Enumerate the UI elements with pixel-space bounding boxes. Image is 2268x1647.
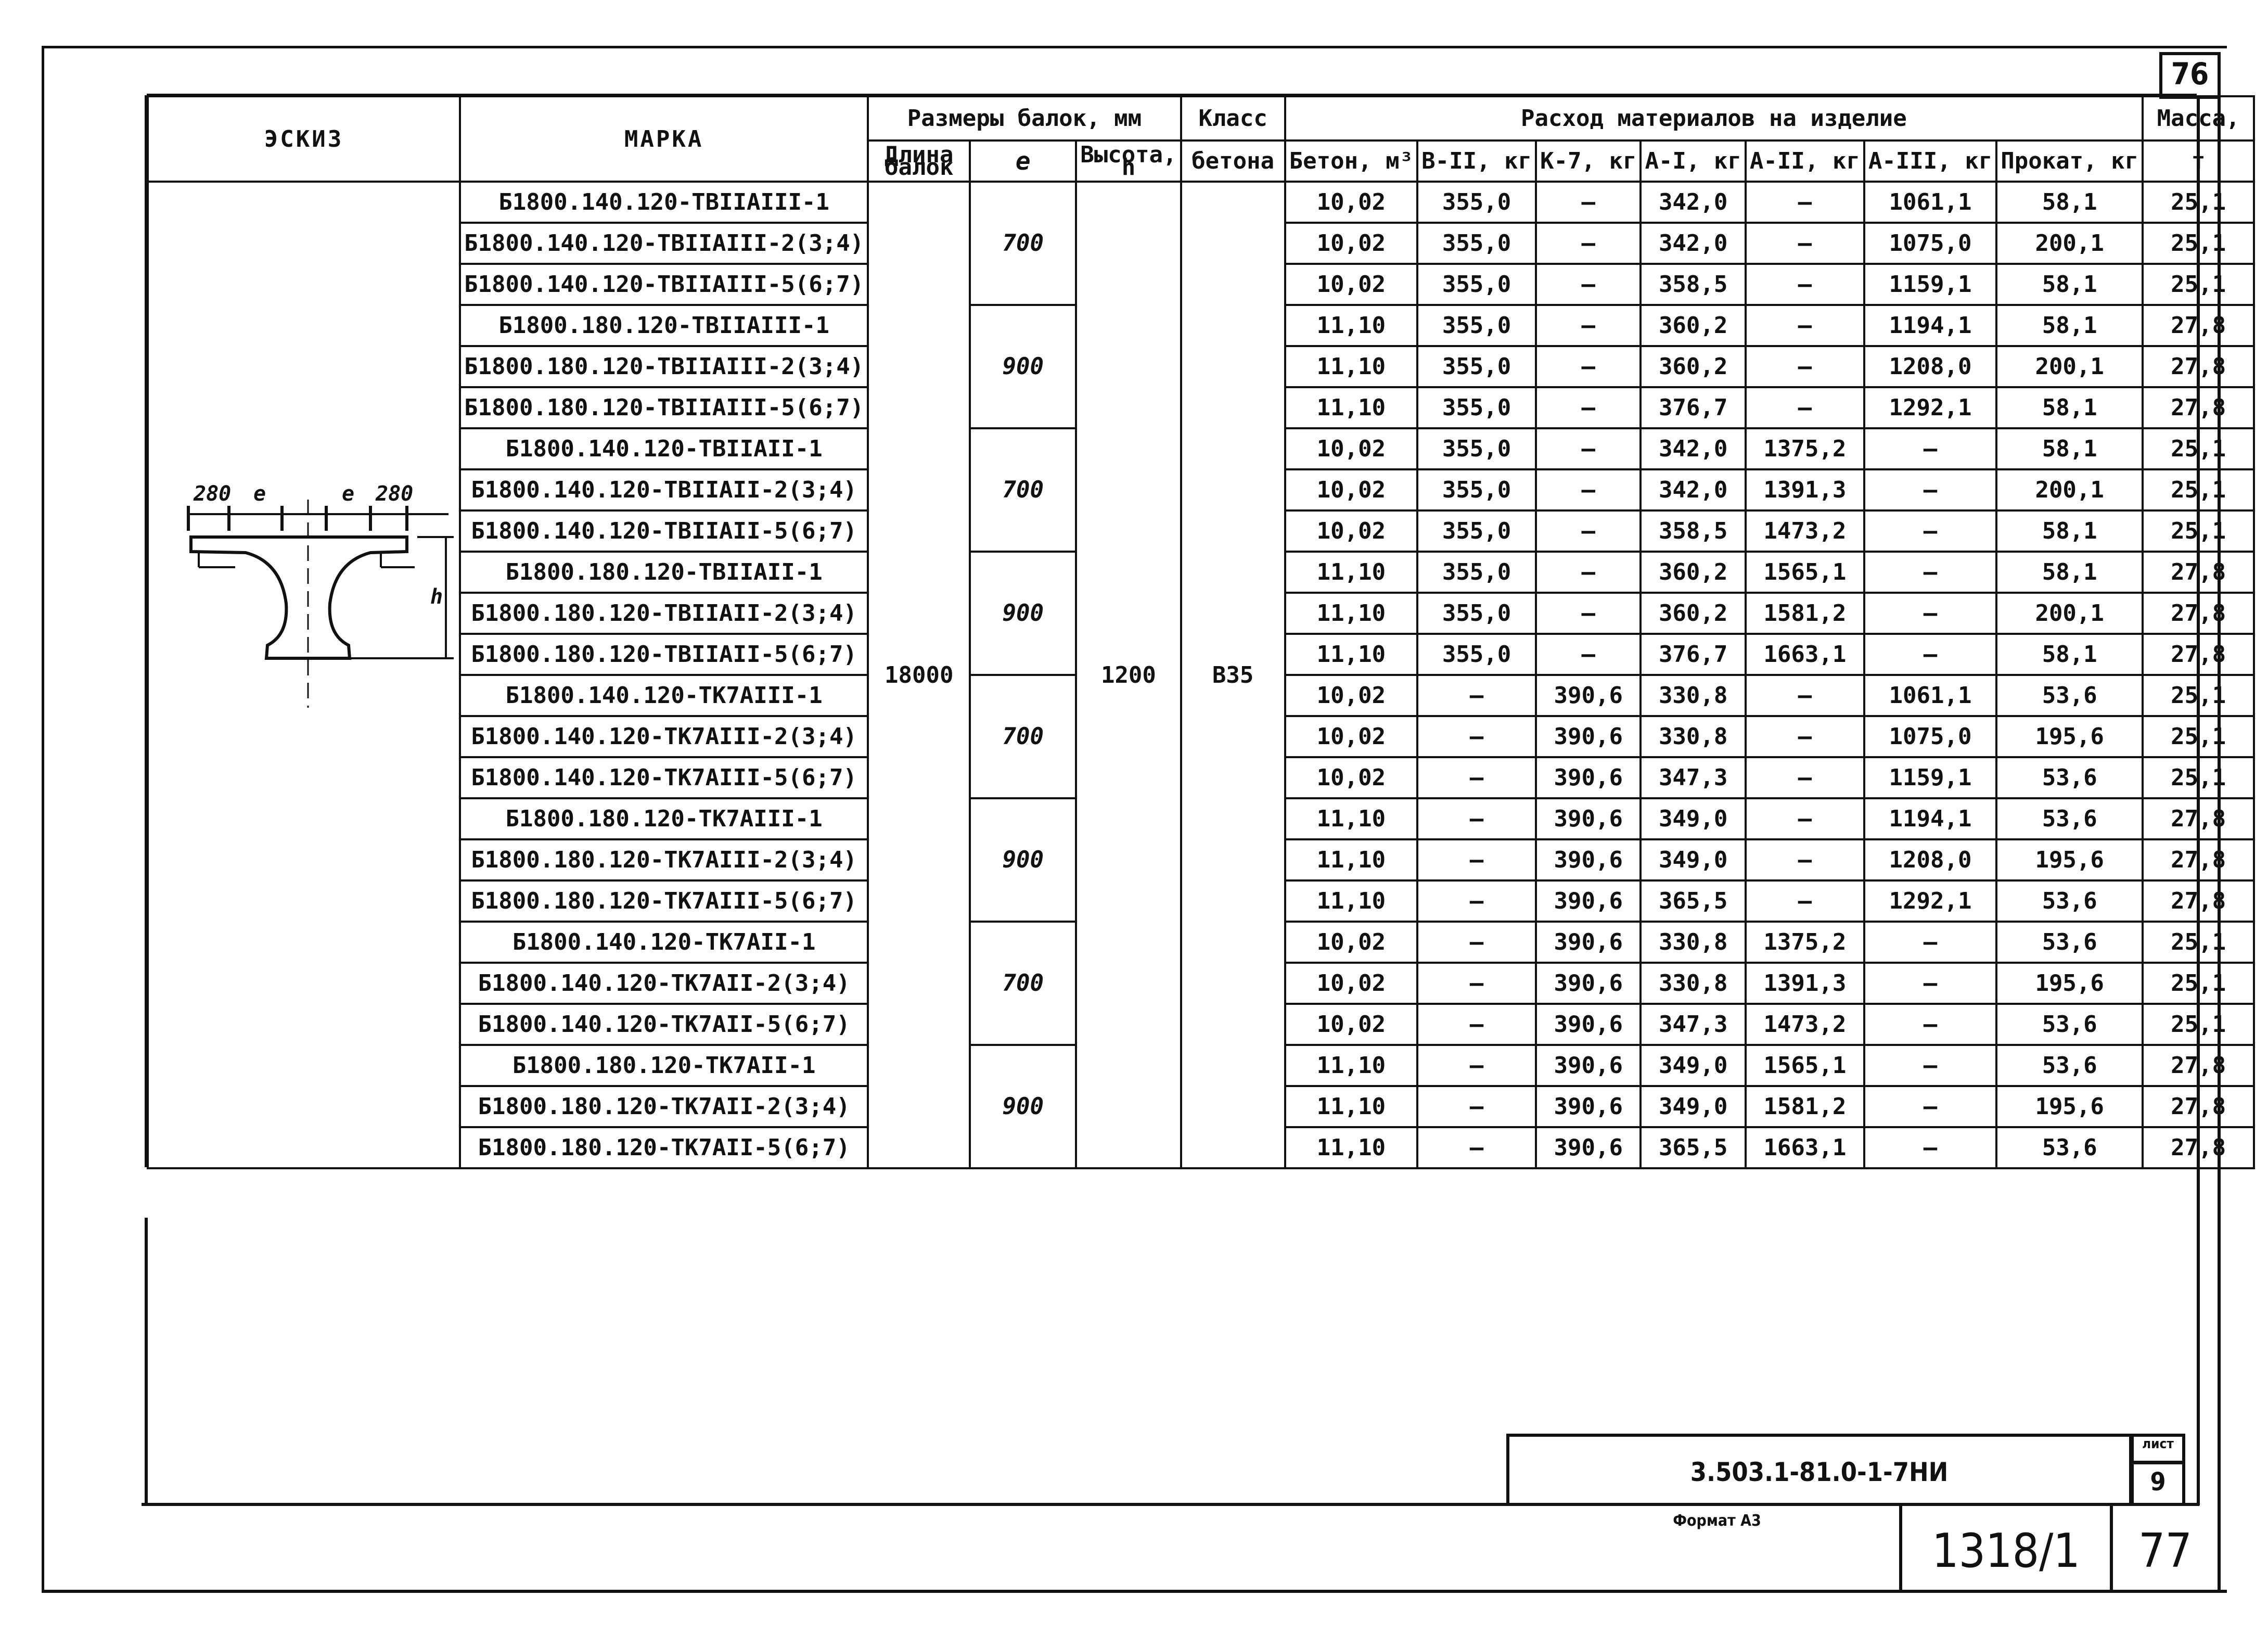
a3-cell: 1061,1: [1864, 182, 1996, 223]
rolled-cell: 58,1: [1996, 182, 2143, 223]
concrete-cell: 11,10: [1285, 634, 1417, 675]
a1-cell: 342,0: [1641, 182, 1745, 223]
k7-cell: 390,6: [1536, 675, 1641, 716]
a2-cell: 1375,2: [1746, 922, 1864, 963]
k7-cell: —: [1536, 510, 1641, 552]
a3-cell: 1159,1: [1864, 264, 1996, 305]
mark-cell: Б1800.180.120-ТВIIАIII-1: [460, 305, 868, 346]
mark-cell: Б1800.140.120-ТК7АII-1: [460, 922, 868, 963]
a3-cell: —: [1864, 1086, 1996, 1127]
mass-cell: 27,8: [2143, 593, 2254, 634]
a2-cell: —: [1746, 305, 1864, 346]
k7-cell: —: [1536, 593, 1641, 634]
page-number: 77: [2138, 1524, 2192, 1578]
header-mass-unit: т: [2143, 141, 2254, 182]
b2-cell: —: [1417, 880, 1536, 922]
a3-cell: —: [1864, 510, 1996, 552]
rolled-cell: 58,1: [1996, 428, 2143, 469]
k7-cell: 390,6: [1536, 1004, 1641, 1045]
k7-cell: —: [1536, 552, 1641, 593]
mark-cell: Б1800.180.120-ТВIIАII-5(6;7): [460, 634, 868, 675]
k7-cell: 390,6: [1536, 757, 1641, 798]
mass-cell: 27,8: [2143, 552, 2254, 593]
b2-cell: 355,0: [1417, 469, 1536, 510]
a3-cell: 1208,0: [1864, 839, 1996, 880]
format-label: Формат А3: [1673, 1512, 1761, 1530]
a1-cell: 330,8: [1641, 716, 1745, 757]
list-label: лист: [2142, 1436, 2174, 1452]
e-value-cell: 900: [970, 1045, 1076, 1168]
k7-cell: —: [1536, 387, 1641, 428]
a3-cell: —: [1864, 1045, 1996, 1086]
frame-left-line: [42, 46, 44, 1591]
k7-cell: —: [1536, 346, 1641, 387]
mark-cell: Б1800.180.120-ТК7АII-5(6;7): [460, 1127, 868, 1168]
rolled-cell: 58,1: [1996, 305, 2143, 346]
b2-cell: —: [1417, 839, 1536, 880]
mass-cell: 27,8: [2143, 346, 2254, 387]
b2-cell: 355,0: [1417, 305, 1536, 346]
mark-cell: Б1800.180.120-ТК7АII-1: [460, 1045, 868, 1086]
header-mass: Масса,: [2143, 96, 2254, 141]
mass-cell: 27,8: [2143, 880, 2254, 922]
b2-cell: —: [1417, 798, 1536, 839]
beam-cross-section-icon: [152, 187, 460, 1163]
rolled-cell: 58,1: [1996, 552, 2143, 593]
k7-cell: 390,6: [1536, 1127, 1641, 1168]
concrete-cell: 11,10: [1285, 839, 1417, 880]
mass-cell: 25,1: [2143, 428, 2254, 469]
e-value-cell: 700: [970, 922, 1076, 1045]
mark-cell: Б1800.140.120-ТВIIАII-2(3;4): [460, 469, 868, 510]
header-a3: А-III, кг: [1864, 141, 1996, 182]
b2-cell: —: [1417, 1004, 1536, 1045]
mass-cell: 25,1: [2143, 757, 2254, 798]
concrete-cell: 10,02: [1285, 223, 1417, 264]
concrete-cell: 11,10: [1285, 305, 1417, 346]
k7-cell: —: [1536, 182, 1641, 223]
rolled-cell: 200,1: [1996, 469, 2143, 510]
header-k7: К-7, кг: [1536, 141, 1641, 182]
a2-cell: 1391,3: [1746, 963, 1864, 1004]
a2-cell: 1565,1: [1746, 552, 1864, 593]
mass-cell: 25,1: [2143, 182, 2254, 223]
a1-cell: 360,2: [1641, 552, 1745, 593]
k7-cell: 390,6: [1536, 963, 1641, 1004]
beam-sketch-area: [152, 187, 456, 1163]
a1-cell: 330,8: [1641, 675, 1745, 716]
rolled-cell: 53,6: [1996, 922, 2143, 963]
header-class-2: бетона: [1181, 141, 1285, 182]
mark-cell: Б1800.140.120-ТВIIАIII-2(3;4): [460, 223, 868, 264]
k7-cell: —: [1536, 305, 1641, 346]
b2-cell: 355,0: [1417, 634, 1536, 675]
concrete-cell: 10,02: [1285, 264, 1417, 305]
mass-cell: 25,1: [2143, 223, 2254, 264]
mass-cell: 27,8: [2143, 1045, 2254, 1086]
b2-cell: —: [1417, 1127, 1536, 1168]
k7-cell: 390,6: [1536, 880, 1641, 922]
header-b2: В-II, кг: [1417, 141, 1536, 182]
rolled-cell: 195,6: [1996, 963, 2143, 1004]
a1-cell: 365,5: [1641, 1127, 1745, 1168]
rolled-cell: 53,6: [1996, 675, 2143, 716]
a2-cell: —: [1746, 798, 1864, 839]
a3-cell: 1194,1: [1864, 305, 1996, 346]
concrete-cell: 11,10: [1285, 798, 1417, 839]
header-dimensions: Размеры балок, мм: [868, 96, 1181, 141]
rolled-cell: 195,6: [1996, 716, 2143, 757]
a1-cell: 342,0: [1641, 428, 1745, 469]
b2-cell: —: [1417, 1045, 1536, 1086]
mass-cell: 25,1: [2143, 963, 2254, 1004]
a2-cell: 1581,2: [1746, 1086, 1864, 1127]
a2-cell: —: [1746, 346, 1864, 387]
a3-cell: 1292,1: [1864, 880, 1996, 922]
a1-cell: 376,7: [1641, 387, 1745, 428]
mass-cell: 25,1: [2143, 510, 2254, 552]
a3-cell: 1194,1: [1864, 798, 1996, 839]
a1-cell: 330,8: [1641, 922, 1745, 963]
concrete-cell: 11,10: [1285, 1086, 1417, 1127]
concrete-cell: 10,02: [1285, 428, 1417, 469]
rolled-cell: 53,6: [1996, 798, 2143, 839]
a3-cell: 1061,1: [1864, 675, 1996, 716]
mark-cell: Б1800.140.120-ТК7АII-5(6;7): [460, 1004, 868, 1045]
a2-cell: 1581,2: [1746, 593, 1864, 634]
a2-cell: —: [1746, 264, 1864, 305]
beam-length-cell: 18000: [868, 182, 970, 1168]
header-concrete: Бетон, м³: [1285, 141, 1417, 182]
inventory-number: 1318/1: [1932, 1524, 2080, 1578]
b2-cell: 355,0: [1417, 552, 1536, 593]
header-consumption: Расход материалов на изделие: [1285, 96, 2143, 141]
k7-cell: 390,6: [1536, 1045, 1641, 1086]
a2-cell: —: [1746, 839, 1864, 880]
mark-cell: Б1800.180.120-ТК7АII-2(3;4): [460, 1086, 868, 1127]
dim-left-label: 280: [194, 482, 232, 506]
dim-right-label: 280: [376, 482, 414, 506]
a1-cell: 360,2: [1641, 593, 1745, 634]
a3-cell: 1075,0: [1864, 716, 1996, 757]
e-value-cell: 700: [970, 182, 1076, 305]
a2-cell: 1473,2: [1746, 1004, 1864, 1045]
inner-frame-left-lower: [145, 1218, 148, 1504]
rolled-cell: 58,1: [1996, 510, 2143, 552]
concrete-cell: 10,02: [1285, 182, 1417, 223]
a1-cell: 349,0: [1641, 839, 1745, 880]
a3-cell: —: [1864, 552, 1996, 593]
a1-cell: 358,5: [1641, 264, 1745, 305]
concrete-cell: 11,10: [1285, 593, 1417, 634]
concrete-cell: 11,10: [1285, 346, 1417, 387]
a3-cell: 1075,0: [1864, 223, 1996, 264]
a3-cell: 1208,0: [1864, 346, 1996, 387]
b2-cell: 355,0: [1417, 182, 1536, 223]
a1-cell: 349,0: [1641, 1086, 1745, 1127]
a1-cell: 347,3: [1641, 1004, 1745, 1045]
a3-cell: —: [1864, 634, 1996, 675]
b2-cell: 355,0: [1417, 510, 1536, 552]
mark-cell: Б1800.180.120-ТВIIАIII-5(6;7): [460, 387, 868, 428]
header-e: e: [970, 141, 1076, 182]
a3-cell: 1292,1: [1864, 387, 1996, 428]
concrete-cell: 10,02: [1285, 716, 1417, 757]
a2-cell: —: [1746, 387, 1864, 428]
a1-cell: 360,2: [1641, 346, 1745, 387]
a1-cell: 358,5: [1641, 510, 1745, 552]
rolled-cell: 53,6: [1996, 757, 2143, 798]
k7-cell: —: [1536, 634, 1641, 675]
b2-cell: 355,0: [1417, 428, 1536, 469]
a3-cell: —: [1864, 593, 1996, 634]
k7-cell: —: [1536, 469, 1641, 510]
header-class: Класс: [1181, 96, 1285, 141]
a2-cell: 1663,1: [1746, 634, 1864, 675]
a1-cell: 342,0: [1641, 223, 1745, 264]
mark-cell: Б1800.140.120-ТК7АII-2(3;4): [460, 963, 868, 1004]
dim-e1-label: e: [253, 482, 266, 506]
mark-cell: Б1800.140.120-ТВIIАII-1: [460, 428, 868, 469]
e-value-cell: 900: [970, 305, 1076, 428]
concrete-cell: 10,02: [1285, 922, 1417, 963]
mass-cell: 27,8: [2143, 798, 2254, 839]
mark-cell: Б1800.180.120-ТВIIАIII-2(3;4): [460, 346, 868, 387]
rolled-cell: 53,6: [1996, 880, 2143, 922]
k7-cell: 390,6: [1536, 922, 1641, 963]
a2-cell: —: [1746, 223, 1864, 264]
mark-cell: Б1800.180.120-ТК7АIII-1: [460, 798, 868, 839]
header-a1: А-I, кг: [1641, 141, 1745, 182]
beam-height-cell: 1200: [1076, 182, 1181, 1168]
a1-cell: 330,8: [1641, 963, 1745, 1004]
rolled-cell: 53,6: [1996, 1045, 2143, 1086]
e-value-cell: 700: [970, 428, 1076, 552]
rolled-cell: 195,6: [1996, 839, 2143, 880]
concrete-cell: 11,10: [1285, 552, 1417, 593]
rolled-cell: 58,1: [1996, 264, 2143, 305]
b2-cell: —: [1417, 922, 1536, 963]
e-value-cell: 700: [970, 675, 1076, 798]
k7-cell: 390,6: [1536, 716, 1641, 757]
k7-cell: 390,6: [1536, 839, 1641, 880]
mass-cell: 27,8: [2143, 839, 2254, 880]
mass-cell: 25,1: [2143, 675, 2254, 716]
a3-cell: 1159,1: [1864, 757, 1996, 798]
concrete-class-cell: В35: [1181, 182, 1285, 1168]
list-number: 9: [2150, 1467, 2166, 1497]
a2-cell: —: [1746, 880, 1864, 922]
dim-h-label: h: [430, 585, 443, 609]
mark-cell: Б1800.140.120-ТК7АIII-5(6;7): [460, 757, 868, 798]
header-marka: МАРКА: [460, 96, 868, 182]
a3-cell: —: [1864, 922, 1996, 963]
k7-cell: —: [1536, 264, 1641, 305]
a1-cell: 365,5: [1641, 880, 1745, 922]
mark-cell: Б1800.180.120-ТК7АIII-5(6;7): [460, 880, 868, 922]
mark-cell: Б1800.140.120-ТВIIАIII-1: [460, 182, 868, 223]
frame-top-line: [42, 46, 2227, 48]
beam-sketch-cell: [148, 182, 460, 1168]
rolled-cell: 200,1: [1996, 593, 2143, 634]
a3-cell: —: [1864, 428, 1996, 469]
b2-cell: —: [1417, 757, 1536, 798]
rolled-cell: 200,1: [1996, 223, 2143, 264]
a1-cell: 347,3: [1641, 757, 1745, 798]
k7-cell: —: [1536, 223, 1641, 264]
a3-cell: —: [1864, 963, 1996, 1004]
a2-cell: 1565,1: [1746, 1045, 1864, 1086]
b2-cell: —: [1417, 716, 1536, 757]
mass-cell: 27,8: [2143, 1127, 2254, 1168]
a1-cell: 376,7: [1641, 634, 1745, 675]
a2-cell: 1375,2: [1746, 428, 1864, 469]
concrete-cell: 11,10: [1285, 880, 1417, 922]
rolled-cell: 58,1: [1996, 387, 2143, 428]
concrete-cell: 11,10: [1285, 387, 1417, 428]
concrete-cell: 11,10: [1285, 1045, 1417, 1086]
mark-cell: Б1800.140.120-ТК7АIII-1: [460, 675, 868, 716]
mass-cell: 25,1: [2143, 264, 2254, 305]
header-eskiz: ЭСКИЗ: [148, 96, 460, 182]
mark-cell: Б1800.180.120-ТК7АIII-2(3;4): [460, 839, 868, 880]
header-height: Высота, h: [1076, 141, 1181, 182]
k7-cell: —: [1536, 428, 1641, 469]
b2-cell: 355,0: [1417, 223, 1536, 264]
b2-cell: 355,0: [1417, 264, 1536, 305]
mark-cell: Б1800.180.120-ТВIIАII-1: [460, 552, 868, 593]
a2-cell: —: [1746, 716, 1864, 757]
mark-cell: Б1800.180.120-ТВIIАII-2(3;4): [460, 593, 868, 634]
e-value-cell: 900: [970, 552, 1076, 675]
dim-e2-label: e: [342, 482, 355, 506]
rolled-cell: 53,6: [1996, 1004, 2143, 1045]
a1-cell: 360,2: [1641, 305, 1745, 346]
a2-cell: 1663,1: [1746, 1127, 1864, 1168]
a1-cell: 349,0: [1641, 798, 1745, 839]
b2-cell: 355,0: [1417, 387, 1536, 428]
a3-cell: —: [1864, 469, 1996, 510]
rolled-cell: 200,1: [1996, 346, 2143, 387]
specification-table: [147, 95, 2255, 1169]
rolled-cell: 53,6: [1996, 1127, 2143, 1168]
mass-cell: 25,1: [2143, 469, 2254, 510]
header-length: Длина балок: [868, 141, 970, 182]
a2-cell: 1473,2: [1746, 510, 1864, 552]
mass-cell: 27,8: [2143, 634, 2254, 675]
b2-cell: —: [1417, 675, 1536, 716]
a2-cell: 1391,3: [1746, 469, 1864, 510]
doc-code: 3.503.1-81.0-1-7НИ: [1690, 1457, 1949, 1487]
mark-cell: Б1800.140.120-ТК7АIII-2(3;4): [460, 716, 868, 757]
b2-cell: 355,0: [1417, 346, 1536, 387]
concrete-cell: 10,02: [1285, 1004, 1417, 1045]
concrete-cell: 10,02: [1285, 675, 1417, 716]
concrete-cell: 11,10: [1285, 1127, 1417, 1168]
a2-cell: —: [1746, 757, 1864, 798]
b2-cell: —: [1417, 963, 1536, 1004]
concrete-cell: 10,02: [1285, 510, 1417, 552]
mark-cell: Б1800.140.120-ТВIIАIII-5(6;7): [460, 264, 868, 305]
a3-cell: —: [1864, 1004, 1996, 1045]
mass-cell: 25,1: [2143, 716, 2254, 757]
mass-cell: 25,1: [2143, 922, 2254, 963]
concrete-cell: 10,02: [1285, 757, 1417, 798]
a2-cell: —: [1746, 182, 1864, 223]
a2-cell: —: [1746, 675, 1864, 716]
corner-number: 76: [2171, 56, 2209, 92]
k7-cell: 390,6: [1536, 1086, 1641, 1127]
concrete-cell: 10,02: [1285, 469, 1417, 510]
mass-cell: 27,8: [2143, 387, 2254, 428]
rolled-cell: 58,1: [1996, 634, 2143, 675]
b2-cell: 355,0: [1417, 593, 1536, 634]
e-value-cell: 900: [970, 798, 1076, 922]
a3-cell: —: [1864, 1127, 1996, 1168]
header-rolled: Прокат, кг: [1996, 141, 2143, 182]
header-a2: А-II, кг: [1746, 141, 1864, 182]
rolled-cell: 195,6: [1996, 1086, 2143, 1127]
b2-cell: —: [1417, 1086, 1536, 1127]
mass-cell: 25,1: [2143, 1004, 2254, 1045]
k7-cell: 390,6: [1536, 798, 1641, 839]
mass-cell: 27,8: [2143, 305, 2254, 346]
concrete-cell: 10,02: [1285, 963, 1417, 1004]
mark-cell: Б1800.140.120-ТВIIАII-5(6;7): [460, 510, 868, 552]
mass-cell: 27,8: [2143, 1086, 2254, 1127]
a1-cell: 342,0: [1641, 469, 1745, 510]
table-row: [148, 182, 2254, 223]
a1-cell: 349,0: [1641, 1045, 1745, 1086]
